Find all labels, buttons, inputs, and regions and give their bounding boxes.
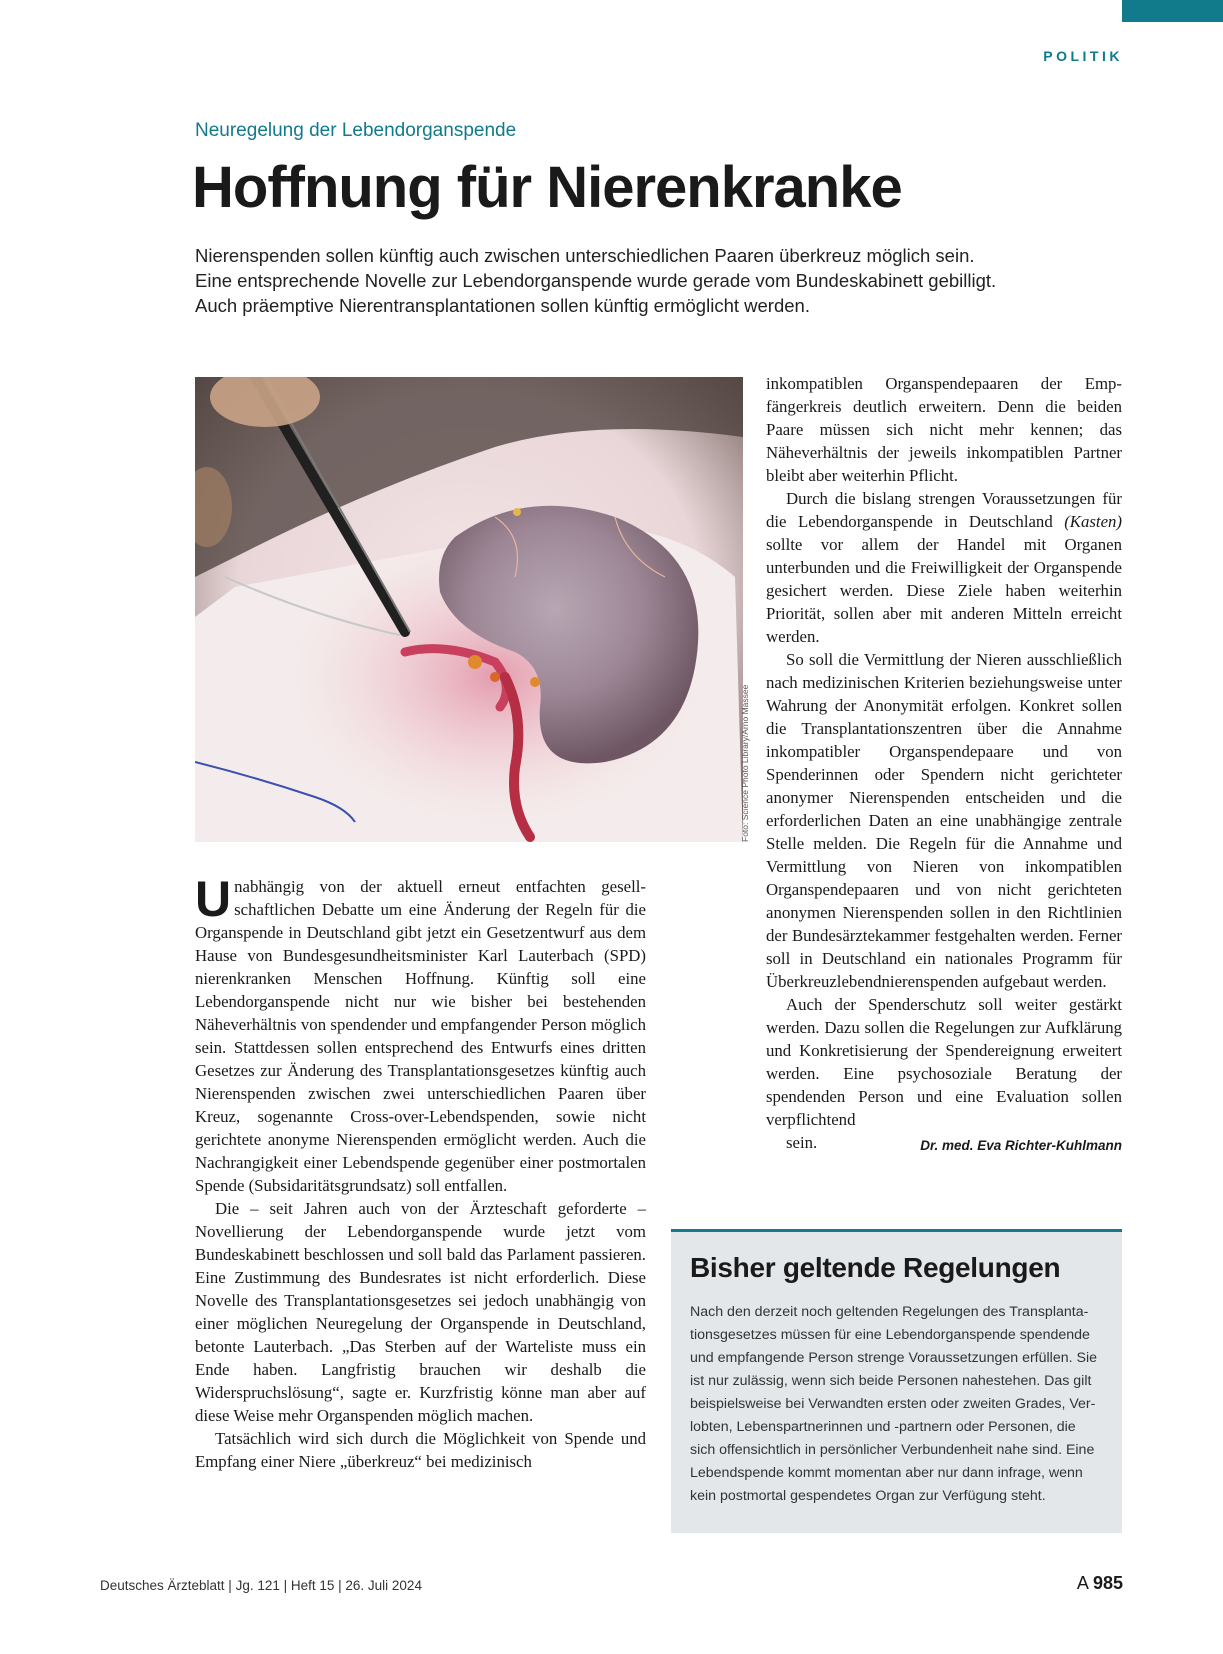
lead-line: Auch präemptive Nierentransplantationen sollen künftig ermöglicht werden.: [195, 295, 810, 316]
photo-credit: Foto: Science Photo Library/Arno Massee: [740, 684, 750, 842]
kidney-photo: [195, 377, 743, 842]
lead-line: Eine entsprechende Novelle zur Lebendorganspende wurde gerade vom Bundeskabinett gebilligt.: [195, 270, 997, 291]
kicker: Neuregelung der Lebendorganspende: [195, 120, 517, 141]
paragraph-text: Durch die bislang strengen Voraussetzungen für die Lebendorganspende in Deutschland: [766, 489, 1122, 531]
article-column-left: [195, 871, 646, 1473]
article-paragraph: [766, 487, 1122, 648]
lead-line: Nierenspenden sollen künftig auch zwischen unterschiedlichen Paaren überkreuz möglich sein.: [195, 245, 975, 266]
paragraph-text: sollte vor allem der Handel mit Organen unterbunden und die Freiwilligkeit der Organspende gesichert werden. Diese Ziele haben weiterhin Priorität, sollen aber mit anderen Mitteln erreicht werden.: [766, 535, 1122, 646]
section-label: POLITIK: [1043, 48, 1123, 64]
box-reference: (Kasten): [1064, 512, 1122, 531]
info-box-title: Bisher geltende Regelungen: [690, 1252, 1061, 1283]
article-paragraph: inkompatiblen Organspendepaaren der Empfängerkreis deutlich erweitern. Denn die beiden Paare müssen sich nicht mehr kennen; das Näheverhältnis der jeweils inkompatiblen Partner bleibt aber weiterhin Pflicht.: [766, 374, 1122, 485]
paragraph-text: Auch der Spenderschutz soll weiter gestärkt werden. Dazu sollen die Regelungen zur Aufklärung und Konkretisierung der Spendereignung erweitert werden. Eine psychosoziale Beratung der spendenden Person und eine Evaluation sollen verpflichtend: [766, 995, 1122, 1129]
info-box: [671, 1229, 1122, 1533]
page-number: [1077, 1573, 1123, 1594]
article-paragraph: So soll die Vermittlung der Nieren ausschließlich nach medizinischen Kriterien beziehungsweise unter Wahrung der Anonymität erfolgen. Konkret sollen die Transplantationszentren über die Annahme inkompatibler Organspendepaare und von Spenderinnen oder Spendern nicht gerichteter anonymer Nierenspenden entscheiden und die erforderlichen Daten an eine unabhängige zentrale Stelle melden. Die Regeln für die Annahme und Vermittlung von Nieren von inkompatiblen Organspendepaaren und von nicht gerichteten anonymen Nierenspenden sollen in den Richtlinien der Bundesärztekammer festgehalten werden. Ferner soll in Deutschland ein nationales Programm für Überkreuzlebendnierenspenden aufgebaut werden.: [766, 650, 1122, 991]
article-paragraph: [195, 871, 646, 1197]
lead-paragraph: [195, 243, 1075, 318]
article-column-right: [766, 372, 1122, 1157]
corner-accent-bar: [1122, 0, 1223, 22]
page-prefix: A: [1076, 1573, 1088, 1593]
footer-citation: Deutsches Ärzteblatt | Jg. 121 | Heft 15 | 26. Juli 2024: [100, 1578, 422, 1593]
page-number-value: 985: [1092, 1573, 1123, 1593]
article-paragraph: [766, 993, 1122, 1154]
article-paragraph: Tatsächlich wird sich durch die Möglichkeit von Spende und Empfang einer Niere „überkreuz“ bei medizinisch: [195, 1429, 646, 1471]
headline: Hoffnung für Nierenkranke: [192, 155, 902, 220]
author-signature: Dr. med. Eva Richter-Kuhlmann: [920, 1138, 1122, 1153]
info-box-text: Nach den derzeit noch geltenden Regelungen des Transplantationsgesetzes müssen für eine Lebendorganspende spendende und empfangende Person strenge Voraussetzungen erfüllen. Sie ist nur zulässig, wenn sich beide Personen nahestehen. Das gilt beispielsweise bei Verwandten ersten oder zweiten Grades, Verlobten, Lebenspartnerinnen und -partnern oder Personen, die sich offensichtlich in persönlicher Verbundenheit nahe sind. Eine Lebendspende kommt momentan aber nur dann infrage, wenn kein postmortal gespendetes Organ zur Verfügung steht.: [690, 1304, 1097, 1504]
paragraph-text: sein.: [786, 1133, 818, 1152]
dropcap: U: [195, 871, 232, 927]
article-paragraph: Die – seit Jahren auch von der Ärzteschaft geforderte – Novellierung der Lebendorganspende wurde jetzt vom Bundeskabinett beschlossen und soll bald das Parlament passieren. Eine Zustimmung des Bundesrates ist nicht erforderlich. Diese Novelle des Transplantationsgesetzes sei jedoch unabhängig von einer möglichen Neuregelung der Organspende in Deutschland, betonte Lauterbach. „Das Sterben auf der Warteliste muss ein Ende haben. Langfristig brauchen wir deshalb die Widerspruchslösung“, sagte er. Kurzfristig könne man aber auf diese Weise mehr Organspenden möglich machen.: [195, 1199, 646, 1425]
paragraph-text: nabhängig von der aktuell erneut entfachten gesellschaftlichen Debatte um eine Änderung der Regeln für die Organspende in Deutschland gibt jetzt ein Gesetzentwurf aus dem Hause von Bundesgesundheitsminister Karl Lauterbach (SPD) nierenkranken Menschen Hoffnung. Künftig soll eine Lebendorganspende nicht nur wie bisher bei bestehenden Näheverhältnis von spendender und empfangender Person möglich sein. Stattdessen sollen entsprechend des Entwurfs eines dritten Gesetzes zur Änderung des Transplantationsgesetzes künftig auch Nierenspenden zwischen zwei unterschiedlichen Paaren über Kreuz, sogenannte Cross-over-Lebendspenden, sowie nicht gerichtete anonyme Nierenspenden ermöglicht werden. Auch die Nachrangigkeit einer Lebendspende gegenüber einer postmortalen Spende (Subsidaritätsgrundsatz) soll entfallen.: [195, 877, 646, 1195]
